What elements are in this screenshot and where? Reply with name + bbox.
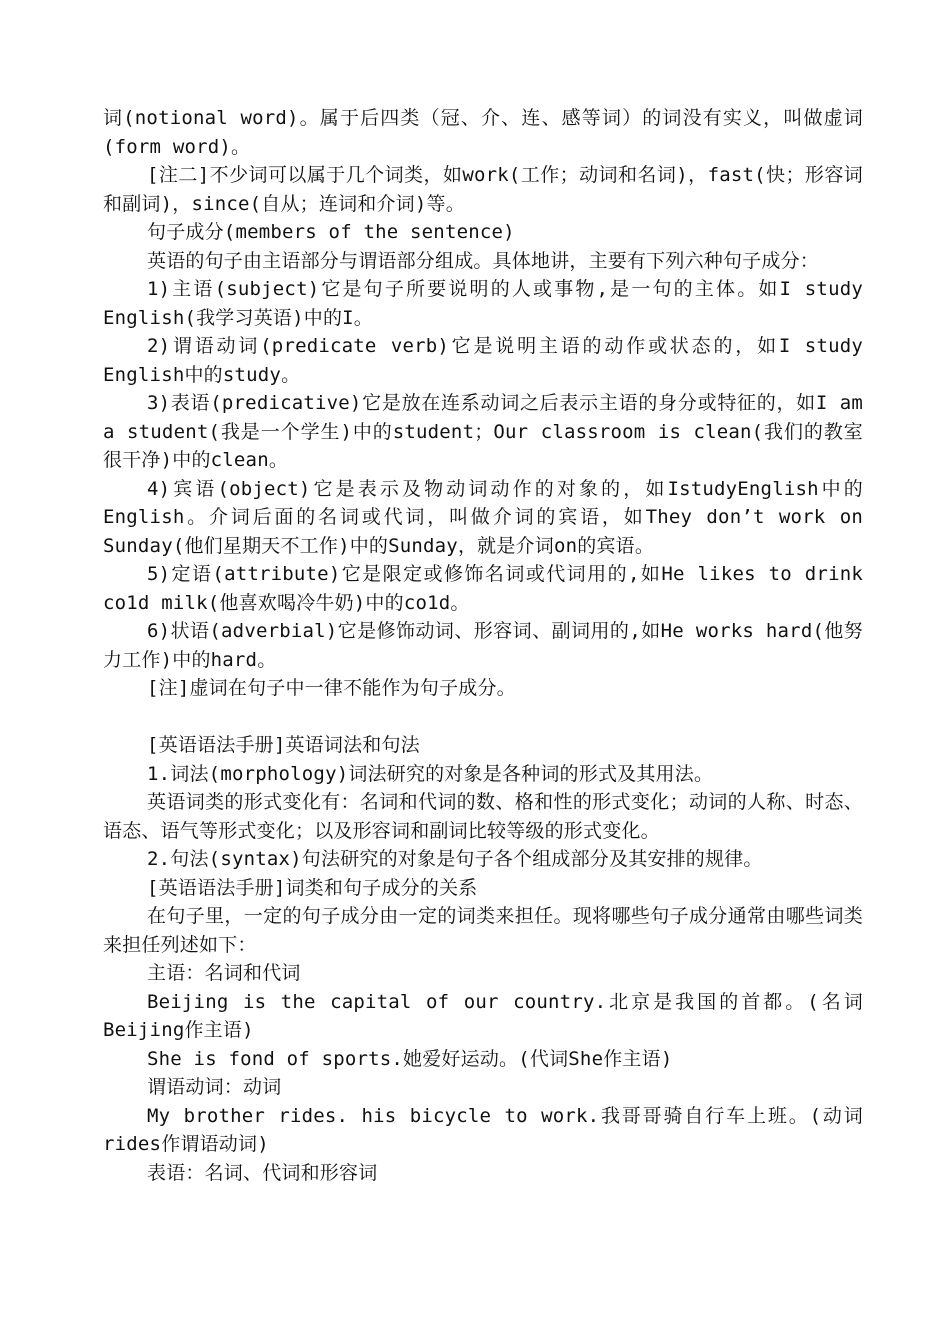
list-item-object: 4)宾语(object)它是表示及物动词动作的对象的，如IstudyEnglish中的English。介词后面的名词或代词，叫做介词的宾语，如They don’t work on Sunday(他们星期天不工作)中的Sunday，就是介词on的宾语。 [103, 477, 863, 557]
paragraph-note: [注]虚词在句子中一律不能作为句子成分。 [147, 677, 516, 699]
paragraph-sentence-structure: 英语的句子由主语部分与谓语部分组成。具体地讲，主要有下列六种句子成分： [147, 249, 820, 272]
list-item-predicate-verb: 2)谓语动词(predicate verb)它是说明主语的动作或状态的，如I study English中的study。 [103, 335, 863, 386]
example-brother-rides: My brother rides. his bicycle to work.我哥哥骑自行车上班。(动词rides作谓语动词) [103, 1104, 863, 1155]
section-heading-word-class-relation: [英语语法手册]词类和句子成分的关系 [147, 876, 478, 899]
subheading-predicate-verb: 谓语动词：动词 [147, 1076, 282, 1098]
subheading-subject: 主语：名词和代词 [147, 962, 301, 984]
paragraph-note-two: [注二]不少词可以属于几个词类，如work(工作；动词和名词)，fast(快；形容词和副词)，since(自从；连词和介词)等。 [103, 164, 863, 215]
example-beijing: Beijing is the capital of our country.北京是我国的首都。(名词Beijing作主语) [103, 990, 863, 1041]
paragraph-morphology: 1.词法(morphology)词法研究的对象是各种词的形式及其用法。 [147, 762, 714, 785]
list-item-attribute: 5)定语(attribute)它是限定或修饰名词或代词用的,如He likes to drink co1d milk(他喜欢喝冷牛奶)中的co1d。 [103, 563, 863, 614]
paragraph-notional-word: 词(notional word)。属于后四类（冠、介、连、感等词）的词没有实义，叫做虚词(form word)。 [103, 107, 863, 158]
blank-line [103, 703, 863, 732]
example-she-sports: She is fond of sports.她爱好运动。(代词She作主语) [147, 1047, 673, 1070]
list-item-adverbial: 6)状语(adverbial)它是修饰动词、形容词、副词用的,如He works hard(他努力工作)中的hard。 [103, 620, 863, 671]
section-heading-morphology-syntax: [英语语法手册]英语词法和句法 [147, 734, 420, 756]
document-page [103, 104, 863, 1187]
subheading-predicative: 表语：名词、代词和形容词 [147, 1161, 378, 1184]
list-item-predicative: 3)表语(predicative)它是放在连系动词之后表示主语的身分或特征的，如I am a student(我是一个学生)中的student；Our classroom is clean(我们的教室很干净)中的clean。 [103, 392, 863, 471]
paragraph-syntax: 2.句法(syntax)句法研究的对象是句子各个组成部分及其安排的规律。 [147, 848, 763, 870]
paragraph-word-forms: 英语词类的形式变化有：名词和代词的数、格和性的形式变化；动词的人称、时态、语态、语气等形式变化；以及形容词和副词比较等级的形式变化。 [103, 791, 863, 842]
list-item-subject: 1)主语(subject)它是句子所要说明的人或事物,是一句的主体。如I study English(我学习英语)中的I。 [103, 278, 863, 329]
section-heading-members: 句子成分(members of the sentence) [147, 221, 515, 243]
paragraph-relation-intro: 在句子里，一定的句子成分由一定的词类来担任。现将哪些句子成分通常由哪些词类来担任列述如下： [103, 905, 863, 956]
